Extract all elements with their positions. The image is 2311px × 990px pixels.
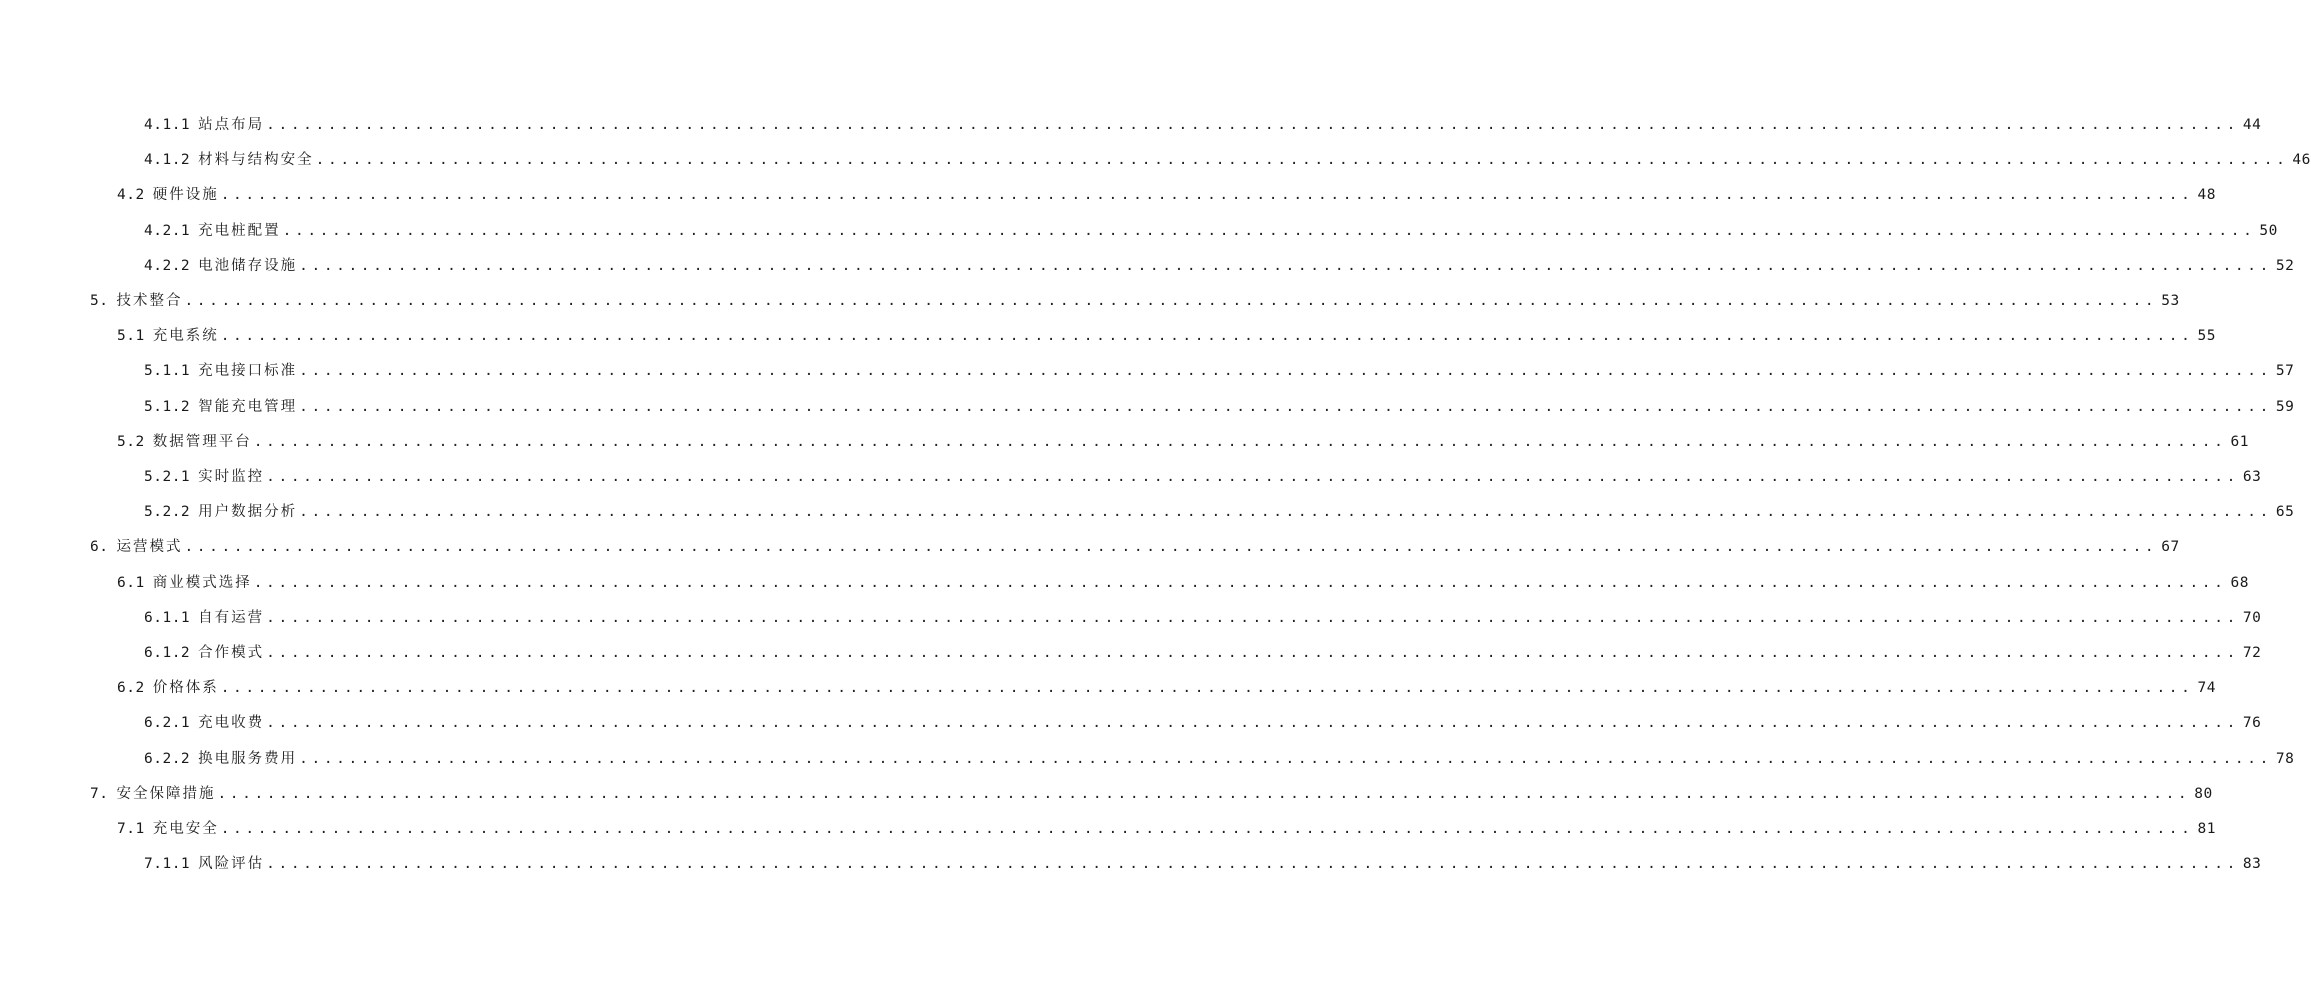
dot-leader: ................................................................................................................................................................ (266, 715, 2239, 732)
toc-entry-page-number: 63 (2242, 469, 2262, 485)
toc-entry-number: 6.2 (117, 680, 145, 697)
toc-entry[interactable] (144, 360, 2295, 382)
toc-entry-number: 4.1.1 (144, 117, 191, 133)
dot-leader: ................................................................................................................................................................ (266, 645, 2239, 661)
toc-entry-page-number: 70 (2242, 609, 2262, 626)
toc-entry-number: 6.1.1 (144, 609, 191, 626)
toc-entry-page-number: 68 (2230, 574, 2249, 591)
toc-entry-title: 实时监控 (198, 469, 265, 485)
dot-leader: ................................................................................................................................................................ (184, 539, 2158, 556)
toc-entry-page-number: 83 (2242, 856, 2262, 873)
toc-entry-page-number: 78 (2275, 750, 2295, 767)
toc-entry-page-number: 57 (2275, 363, 2295, 380)
dot-leader: ................................................................................................................................................................ (299, 504, 2272, 521)
toc-entry-title: 自有运营 (198, 609, 265, 626)
toc-entry-title: 充电系统 (152, 328, 219, 345)
toc-entry-title: 价格体系 (152, 680, 219, 697)
toc-entry-number: 6.2.1 (144, 715, 191, 732)
toc-entry[interactable] (144, 748, 2295, 770)
toc-entry-number: 5.2 (117, 433, 145, 450)
toc-entry-title: 商业模式选择 (152, 574, 252, 591)
toc-entry-page-number: 61 (2230, 433, 2249, 450)
toc-entry-number: 5.1.1 (144, 363, 191, 380)
toc-entry-title: 换电服务费用 (198, 750, 298, 767)
toc-entry[interactable] (144, 712, 2262, 734)
toc-entry-page-number: 72 (2242, 645, 2262, 661)
toc-entry-page-number: 53 (2161, 293, 2180, 309)
toc-entry[interactable] (144, 149, 2311, 171)
dot-leader: ................................................................................................................................................................ (266, 856, 2239, 873)
toc-entry-title: 合作模式 (198, 645, 265, 661)
toc-entry[interactable] (90, 290, 2180, 312)
toc-entry-number: 7.1.1 (144, 856, 191, 873)
toc-entry-title: 安全保障措施 (116, 785, 216, 802)
dot-leader: ................................................................................................................................................................ (299, 750, 2272, 767)
dot-leader: ................................................................................................................................................................ (266, 117, 2239, 133)
toc-entry[interactable] (144, 255, 2295, 277)
toc-entry-title: 材料与结构安全 (198, 152, 314, 169)
dot-leader: ................................................................................................................................................................ (220, 680, 2194, 697)
toc-entry[interactable] (144, 853, 2262, 875)
toc-entry-title: 硬件设施 (152, 187, 219, 204)
toc-entry[interactable] (144, 220, 2278, 242)
toc-entry-page-number: 81 (2197, 821, 2216, 837)
toc-entry-title: 充电桩配置 (198, 222, 281, 239)
toc-entry-title: 运营模式 (116, 539, 183, 556)
toc-entry[interactable] (117, 431, 2249, 453)
toc-entry[interactable] (144, 396, 2295, 418)
toc-entry-title: 技术整合 (116, 293, 183, 309)
toc-entry[interactable] (117, 325, 2216, 347)
toc-entry-page-number: 67 (2161, 539, 2180, 556)
toc-entry[interactable] (90, 536, 2180, 558)
toc-entry-page-number: 52 (2275, 257, 2295, 274)
toc-entry-page-number: 46 (2292, 152, 2311, 169)
dot-leader: ................................................................................................................................................................ (184, 293, 2158, 309)
dot-leader: ................................................................................................................................................................ (220, 821, 2194, 837)
dot-leader: ................................................................................................................................................................ (253, 574, 2227, 591)
toc-entry-number: 5.1 (117, 328, 145, 345)
toc-entry-page-number: 50 (2259, 222, 2278, 239)
toc-entry[interactable] (117, 184, 2216, 206)
dot-leader: ................................................................................................................................................................ (299, 398, 2272, 415)
dot-leader: ................................................................................................................................................................ (315, 152, 2289, 169)
toc-entry-number: 6.1 (117, 574, 145, 591)
toc-entry-page-number: 44 (2242, 117, 2262, 133)
toc-entry-page-number: 48 (2197, 187, 2216, 204)
toc-entry-title: 用户数据分析 (198, 504, 298, 521)
dot-leader: ................................................................................................................................................................ (253, 433, 2227, 450)
toc-entry[interactable] (144, 607, 2262, 629)
toc-entry[interactable] (144, 642, 2262, 664)
toc-entry-number: 5.2.2 (144, 504, 191, 521)
toc-entry-title: 智能充电管理 (198, 398, 298, 415)
toc-entry-page-number: 76 (2242, 715, 2262, 732)
toc-entry-number: 5. (90, 293, 109, 309)
toc-entry[interactable] (117, 572, 2249, 594)
toc-entry-number: 4.2 (117, 187, 145, 204)
toc-entry-title: 电池储存设施 (198, 257, 298, 274)
toc-entry-title: 数据管理平台 (152, 433, 252, 450)
toc-entry[interactable] (144, 114, 2262, 136)
dot-leader: ................................................................................................................................................................ (220, 328, 2194, 345)
toc-entry[interactable] (117, 818, 2216, 840)
toc-entry-number: 4.2.1 (144, 222, 191, 239)
dot-leader: ................................................................................................................................................................ (266, 609, 2239, 626)
toc-entry-page-number: 65 (2275, 504, 2295, 521)
toc-entry-title: 风险评估 (198, 856, 265, 873)
dot-leader: ................................................................................................................................................................ (217, 785, 2191, 802)
toc-entry-number: 6. (90, 539, 109, 556)
toc-entry-page-number: 74 (2197, 680, 2216, 697)
toc-entry-number: 6.2.2 (144, 750, 191, 767)
dot-leader: ................................................................................................................................................................ (299, 257, 2272, 274)
toc-entry-page-number: 59 (2275, 398, 2295, 415)
dot-leader: ................................................................................................................................................................ (299, 363, 2272, 380)
toc-entry-title: 充电收费 (198, 715, 265, 732)
toc-entry-number: 4.2.2 (144, 257, 191, 274)
toc-entry-number: 7.1 (117, 821, 145, 837)
toc-entry-title: 站点布局 (198, 117, 265, 133)
dot-leader: ................................................................................................................................................................ (220, 187, 2194, 204)
toc-entry-page-number: 80 (2194, 785, 2213, 802)
toc-entry-page-number: 55 (2197, 328, 2216, 345)
toc-entry-number: 5.1.2 (144, 398, 191, 415)
toc-entry-number: 6.1.2 (144, 645, 191, 661)
dot-leader: ................................................................................................................................................................ (282, 222, 2256, 239)
toc-entry-number: 5.2.1 (144, 469, 191, 485)
toc-entry[interactable] (117, 677, 2216, 699)
toc-entry-number: 4.1.2 (144, 152, 191, 169)
toc-entry[interactable] (144, 501, 2295, 523)
toc-entry[interactable] (144, 466, 2262, 488)
toc-entry-number: 7. (90, 785, 109, 802)
toc-entry[interactable] (90, 783, 2213, 805)
dot-leader: ................................................................................................................................................................ (266, 469, 2239, 485)
toc-entry-title: 充电接口标准 (198, 363, 298, 380)
toc-entry-title: 充电安全 (152, 821, 219, 837)
